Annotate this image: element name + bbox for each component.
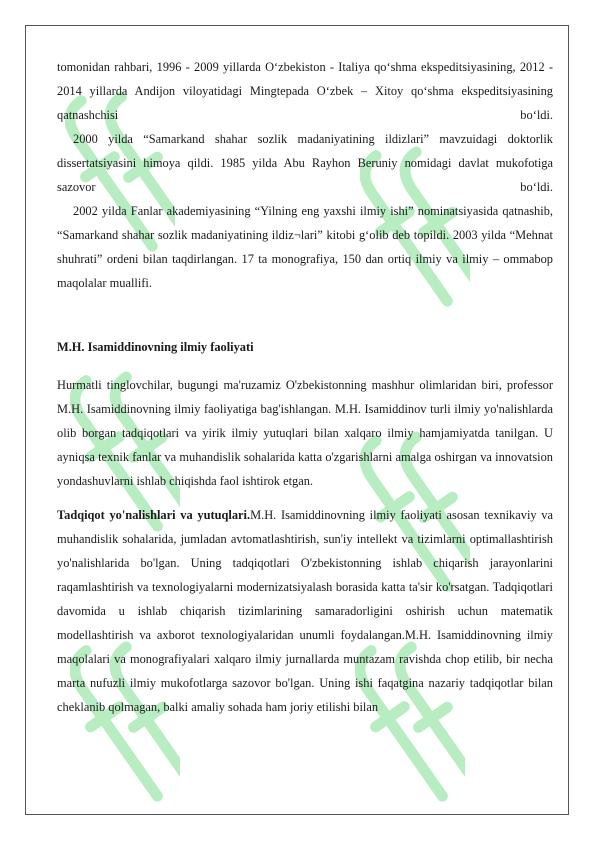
paragraph-research <box>57 503 553 719</box>
paragraph-introduction: Hurmatli tinglovchilar, bugungi ma'ruzamiz O'zbekistonning mashhur olimlaridan biri, professor M.H. Isamiddinovning ilmiy faoliyatiga bag'ishlangan. M.H. Isamiddinov turli ilmiy yo'nalishlarda olib borgan tadqiqotlari va yirik ilmiy yutuqlari bilan xalqaro ilmiy hamjamiyatda tanilgan. U ayniqsa texnik fanlar va muhandislik sohalarida katta o'zgarishlarni amalga oshirgan va innovatsion yondashuvlarni ishlab chiqishda faol ishtirok etgan. <box>57 378 553 488</box>
document-body <box>57 55 553 719</box>
section-heading: M.H. Isamiddinovning ilmiy faoliyati <box>57 340 254 354</box>
paragraph-research-text: M.H. Isamiddinovning ilmiy faoliyati asosan texnikaviy va muhandislik sohalarida, jumladan avtomatlashtirish, sun'iy intellekt va tizimlarni optimallashtirish yo'nalishlarida bo'lgan. Uning tadqiqotlari O'zbekistonning ishlab chiqarish jarayonlarini raqamlashtirish va texnologiyalarni modernizatsiyalash borasida katta ta'sir ko'rsatgan. Tadqiqotlari davomida u ishlab chiqarish tizimlarining samaradorligini oshirish uchun matematik modellashtirish va axborot texnologiyalaridan unumli foydalangan.M.H. Isamiddinovning ilmiy maqolalari va monografiyalari xalqaro ilmiy jurnallarda muntazam ravishda chop etilib, bir necha marta nufuzli ilmiy mukofotlarga sazovor bo'lgan. Uning ishi faqatgina nazariy tadqiqotlar bilan cheklanib qolmagan, balki amaliy sohada ham joriy etilishi bilan <box>57 508 553 714</box>
paragraph-dissertation: 2000 yilda “Samarkand shahar sozlik madaniyatining ildizlari” mavzuidagi doktorlik dissertatsiyasini himoya qildi. 1985 yilda Abu Rayhon Beruniy nomidagi davlat mukofotiga sazovor bo‘ldi. <box>57 132 553 194</box>
paragraph-lead-title: Tadqiqot yo'nalishlari va yutuqlari. <box>57 508 251 522</box>
paragraph-awards: 2002 yilda Fanlar akademiyasining “Yilning eng yaxshi ilmiy ishi” nominatsiyasida qatnashib, “Samarkand shahar sozlik madaniyatining ildiz¬lari” kitobi g‘olib deb topildi. 2003 yilda “Mehnat shuhrati” ordeni bilan taqdirlangan. 17 ta monografiya, 150 dan ortiq ilmiy va ilmiy – ommabop maqolalar muallifi. <box>57 204 553 290</box>
paragraph-expeditions: tomonidan rahbari, 1996 - 2009 yillarda O‘zbekiston - Italiya qo‘shma ekspeditsiyasining, 2012 - 2014 yillarda Andijon viloyatidagi Mingtepada O‘zbek – Xitoy qo‘shma ekspeditsiyasining qatnashchisi bo‘ldi. <box>57 60 553 122</box>
